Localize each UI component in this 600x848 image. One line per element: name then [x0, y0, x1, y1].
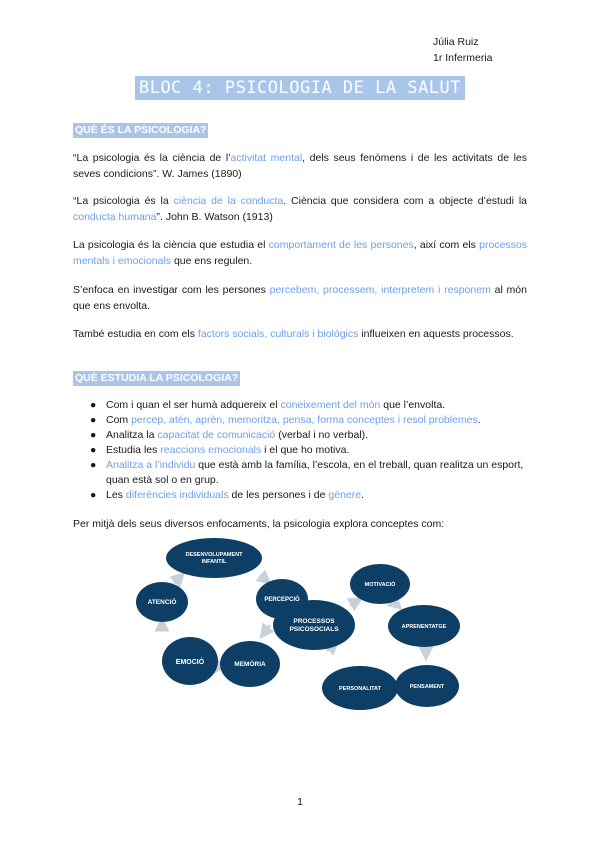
- paragraph-watson: “La psicologia és la ciència de la conducta. Ciència que considera com a objecte d’estudi la conducta humana”. John B. Watson (1913): [73, 195, 527, 223]
- label-memoria: MEMÒRIA: [234, 661, 266, 668]
- paragraph-factors: També estudia en com els factors socials, culturals i biològics influeixen en aquests processos.: [73, 328, 514, 340]
- list-item: ● Estudia les reaccions emocionals i el que ho motiva.: [90, 444, 350, 456]
- author-block: [433, 34, 493, 66]
- label-emocio: EMOCIÓ: [175, 659, 205, 666]
- title-wrap: [0, 76, 600, 100]
- arrow-percepcio-memoria: [264, 625, 270, 633]
- label-aprenentatge: APRENENTATGE: [401, 624, 447, 630]
- author-course: 1r Infermeria: [433, 52, 493, 64]
- label-personalitat: PERSONALITAT: [339, 686, 381, 692]
- node-desenvolupament: [166, 538, 262, 578]
- label-motivacio: MOTIVACIÓ: [364, 582, 396, 588]
- section-heading-what-studies: QUÈ ESTUDIA LA PSICOLOGIA?: [75, 372, 239, 384]
- page-title: BLOC 4: PSICOLOGIA DE LA SALUT: [135, 76, 465, 100]
- arrow-centre-motivacio: [350, 601, 357, 605]
- label-atencio: ATENCIÓ: [147, 599, 177, 606]
- node-processos: [273, 600, 355, 650]
- paragraph-focus: S’enfoca en investigar com les persones percebem, processem, interpretem i responem al món que ens envolta.: [73, 284, 527, 312]
- paragraph-james: “La psicologia és la ciència de l’activitat mental, dels seus fenòmens i de les activitats de les seves condicions”. W. James (1890): [73, 152, 528, 180]
- label-desenvolupament-1: DESENVOLUPAMENT: [185, 552, 243, 558]
- label-pensament: PENSAMENT: [409, 684, 445, 690]
- list-item: ● Les diferències individuals de les persones i de gènere.: [90, 489, 365, 501]
- concept-diagram: [124, 535, 464, 715]
- paragraph-definition: La psicologia és la ciència que estudia el comportament de les persones, així com els processos mentals i emocionals que ens regulen.: [73, 239, 527, 267]
- label-processos-2: PSICOSOCIALS: [289, 626, 339, 633]
- study-list: [73, 398, 533, 503]
- section-heading-what-is: QUÈ ÉS LA PSICOLOGIA?: [75, 124, 207, 136]
- diagram-intro: Per mitjà dels seus diversos enfocaments, la psicologia explora conceptes com:: [73, 518, 445, 530]
- list-item: ● Analitza la capacitat de comunicació (verbal i no verbal).: [90, 429, 369, 441]
- list-item: ● Analitza a l’individu que està amb la família, l’escola, en el treball, quan realitza un esport, quan està sol o en grup.: [90, 459, 524, 486]
- author-name: Júlia Ruiz: [433, 36, 479, 48]
- list-item: ● Com i quan el ser humà adquereix el coneixement del món que l’envolta.: [90, 399, 446, 411]
- label-processos-1: PROCESSOS: [293, 618, 335, 625]
- page-number: 1: [297, 796, 303, 808]
- arrow-atencio-desenvolupament: [174, 577, 180, 583]
- arrow-desenvolupament-percepcio: [260, 575, 266, 580]
- list-item: ● Com percep, atén, aprèn, memoritza, pensa, forma conceptes i resol problemes.: [90, 414, 481, 426]
- label-percepcio: PERCEPCIÓ: [264, 597, 300, 603]
- label-desenvolupament-2: INFANTIL: [201, 559, 227, 565]
